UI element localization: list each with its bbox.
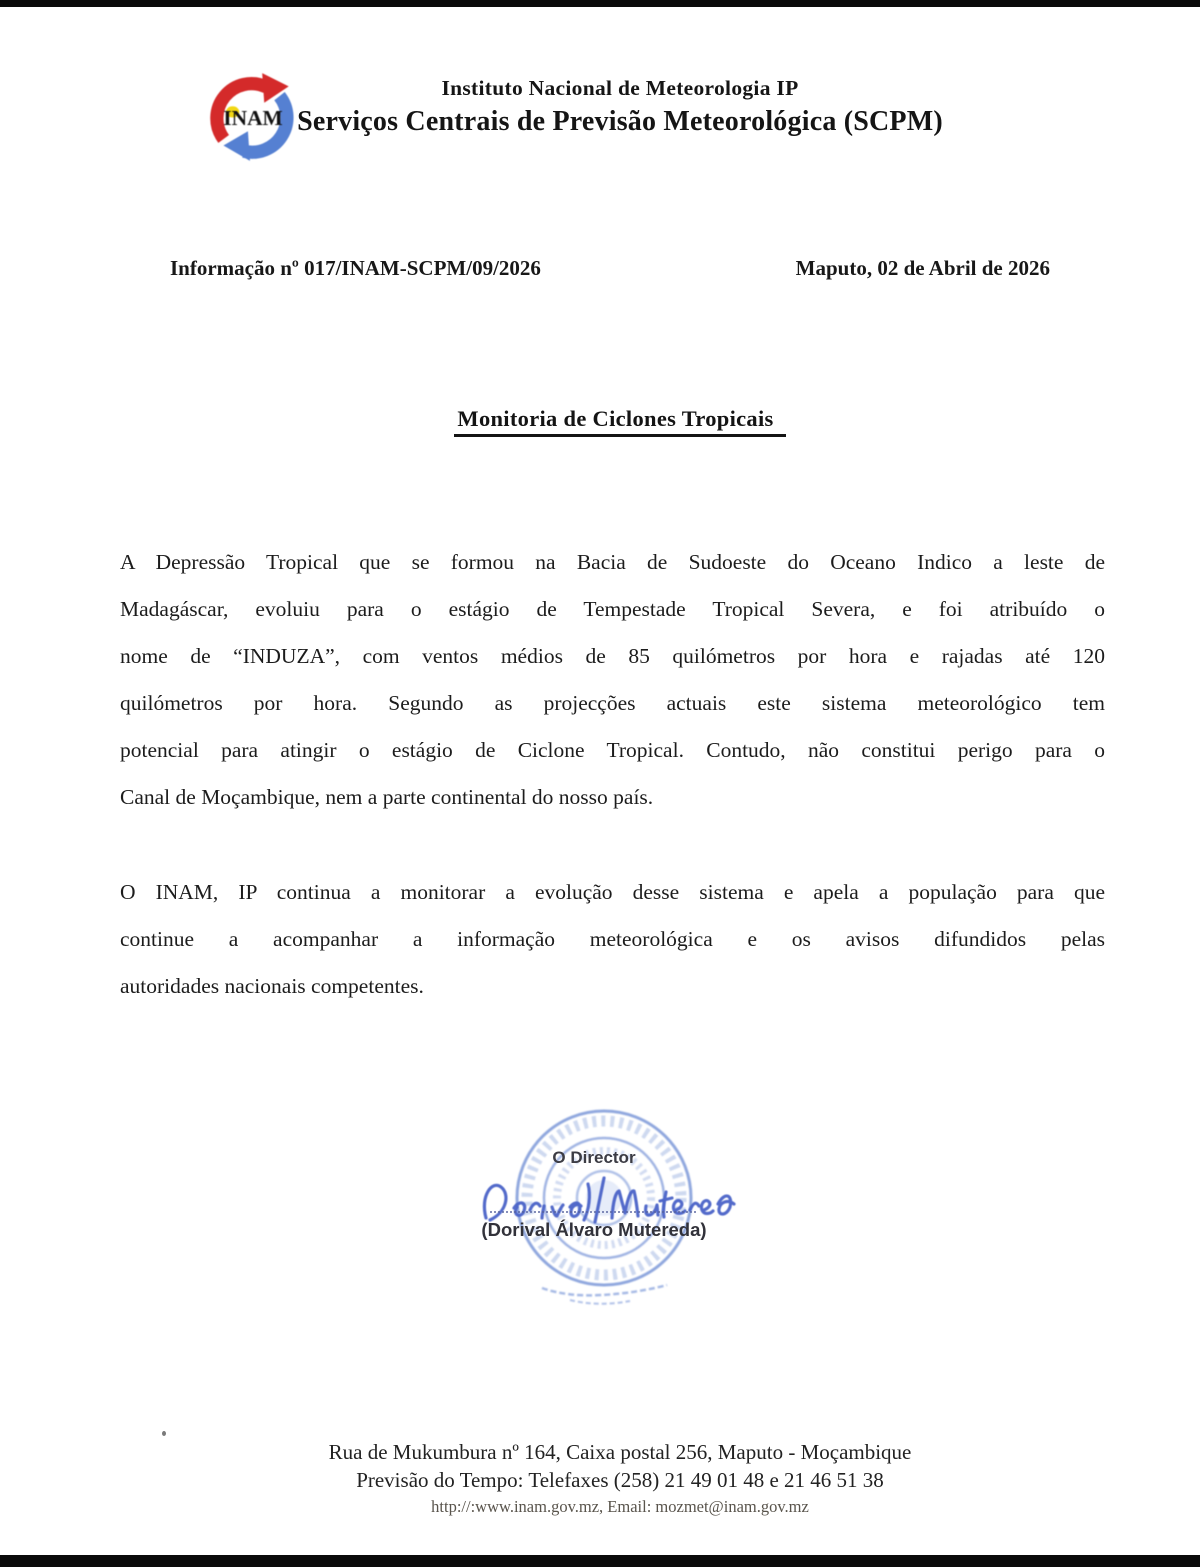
paragraph-1-line: A Depressão Tropical que se formou na Bacia de Sudoeste do Oceano Indico a leste de <box>120 550 1105 574</box>
paragraph-2-line: autoridades nacionais competentes. <box>120 974 424 998</box>
inam-logo-text: INAM <box>223 106 283 131</box>
letterbox-bottom-bar <box>0 1555 1200 1567</box>
letterbox-top-bar <box>0 0 1200 7</box>
paragraph-1-line: nome de “INDUZA”, com ventos médios de 85 quilómetros por hora e rajadas até 120 <box>120 644 1105 668</box>
footer-web-email: http://:www.inam.gov.mz, Email: mozmet@inam.gov.mz <box>431 1497 809 1516</box>
paragraph-1-line: Canal de Moçambique, nem a parte continental do nosso país. <box>120 785 654 809</box>
paragraph-1-line: quilómetros por hora. Segundo as projecções actuais este sistema meteorológico tem <box>120 691 1105 715</box>
signature-dotted-line <box>490 1211 696 1213</box>
org-name-line2: Serviços Centrais de Previsão Meteorológica (SCPM) <box>297 106 943 137</box>
signatory-role: O Director <box>552 1148 636 1167</box>
paragraph-2-line: O INAM, IP continua a monitorar a evolução desse sistema e apela a população para que <box>120 880 1105 904</box>
paragraph-1-line: Madagáscar, evoluiu para o estágio de Tempestade Tropical Severa, e foi atribuído o <box>120 597 1105 621</box>
page-title: Monitoria de Ciclones Tropicais <box>454 406 785 437</box>
paragraph-2 <box>120 869 1105 1010</box>
reference-number: Informação nº 017/INAM-SCPM/09/2026 <box>170 256 541 280</box>
footer-phones: Previsão do Tempo: Telefaxes (258) 21 49 01 48 e 21 46 51 38 <box>356 1468 884 1492</box>
title-wrap <box>40 406 1200 432</box>
scan-artifact-dot <box>162 1431 166 1436</box>
reference-row <box>170 256 1050 281</box>
paragraph-1 <box>120 539 1105 821</box>
letter-footer <box>40 1438 1200 1520</box>
org-name-line1: Instituto Nacional de Meteorologia IP <box>441 76 799 100</box>
paragraph-1-line: potencial para atingir o estágio de Ciclone Tropical. Contudo, não constitui perigo para o <box>120 738 1105 762</box>
footer-address: Rua de Mukumbura nº 164, Caixa postal 256, Maputo - Moçambique <box>328 1440 912 1464</box>
signatory-name: (Dorival Álvaro Mutereda) <box>481 1219 707 1240</box>
place-and-date: Maputo, 02 de Abril de 2026 <box>795 256 1050 280</box>
paragraph-2-line: continue a acompanhar a informação meteorológica e os avisos difundidos pelas <box>120 927 1105 951</box>
